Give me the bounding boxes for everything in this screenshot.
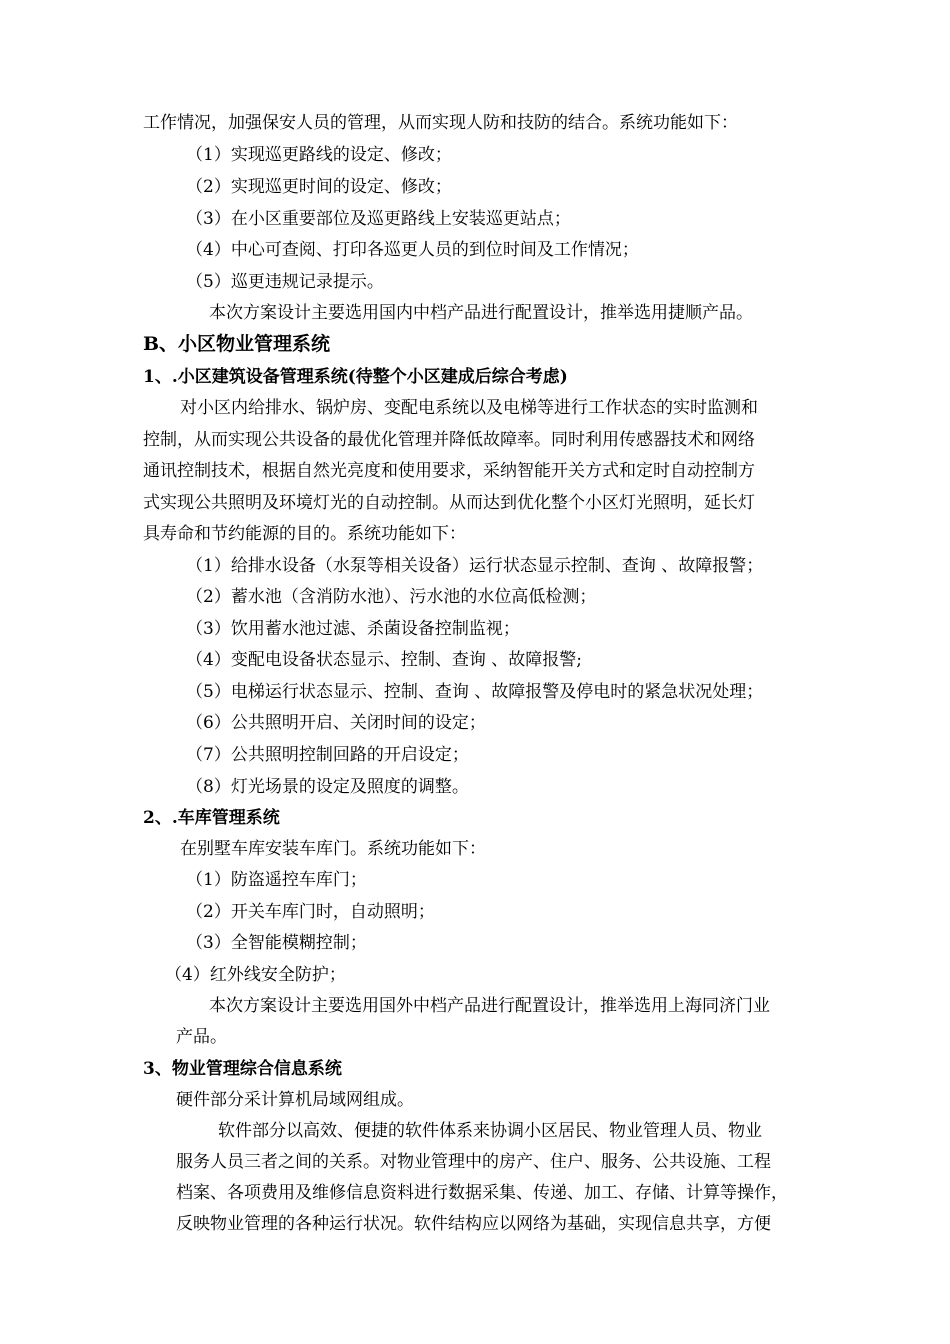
list-item: （2）实现巡更时间的设定、修改； — [186, 177, 452, 197]
list-item: （4）红外线安全防护； — [165, 965, 346, 985]
list-item: （6）公共照明开启、关闭时间的设定； — [186, 713, 486, 733]
list-item: （5）巡更违规记录提示。 — [186, 272, 384, 292]
paragraph-line: 反映物业管理的各种运行状况。软件结构应以网络为基础，实现信息共享，方便 — [176, 1214, 771, 1234]
paragraph-note: 本次方案设计主要选用国内中档产品进行配置设计，推举选用捷顺产品。 — [209, 303, 753, 323]
list-item: （1）防盗遥控车库门； — [186, 870, 367, 890]
paragraph-line: 对小区内给排水、锅炉房、变配电系统以及电梯等进行工作状态的实时监测和 — [180, 398, 758, 418]
list-item: （2）开关车库门时，自动照明； — [186, 902, 435, 922]
list-item: （7）公共照明控制回路的开启设定； — [186, 745, 469, 765]
list-item: （8）灯光场景的设定及照度的调整。 — [186, 777, 469, 797]
list-item: （2）蓄水池（含消防水池）、污水池的水位高低检测； — [186, 587, 597, 607]
section-heading: B、小区物业管理系统 — [143, 333, 331, 355]
subsection-heading: 2、.车库管理系统 — [143, 808, 280, 828]
paragraph-line: 控制，从而实现公共设备的最优化管理并降低故障率。同时利用传感器技术和网络 — [143, 430, 755, 450]
paragraph-line: 档案、各项费用及维修信息资料进行数据采集、传递、加工、存储、计算等操作， — [176, 1183, 788, 1203]
paragraph-note: 产品。 — [176, 1027, 227, 1047]
list-item: （3）在小区重要部位及巡更路线上安装巡更站点； — [186, 209, 571, 229]
list-item: （4）变配电设备状态显示、控制、查询 、故障报警; — [186, 650, 582, 670]
subsection-heading: 1、.小区建筑设备管理系统(待整个小区建成后综合考虑) — [143, 367, 568, 387]
paragraph-line: 具寿命和节约能源的目的。系统功能如下： — [143, 524, 466, 544]
paragraph-line: 通讯控制技术，根据自然光亮度和使用要求，采纳智能开关方式和定时自动控制方 — [143, 461, 755, 481]
paragraph-line: 软件部分以高效、便捷的软件体系来协调小区居民、物业管理人员、物业 — [218, 1121, 762, 1141]
list-item: （3）全智能模糊控制； — [186, 933, 367, 953]
list-item: （3）饮用蓄水池过滤、杀菌设备控制监视； — [186, 619, 520, 639]
list-item: （5）电梯运行状态显示、控制、查询 、故障报警及停电时的紧急状况处理； — [186, 682, 764, 702]
paragraph-line: 在别墅车库安装车库门。系统功能如下： — [180, 839, 486, 859]
list-item: （1）实现巡更路线的设定、修改； — [186, 145, 452, 165]
subsection-heading: 3、物业管理综合信息系统 — [143, 1059, 342, 1079]
list-item: （1）给排水设备（水泵等相关设备）运行状态显示控制、查询 、故障报警； — [186, 556, 764, 576]
paragraph-note: 本次方案设计主要选用国外中档产品进行配置设计，推举选用上海同济门业 — [209, 996, 770, 1016]
paragraph-line: 工作情况，加强保安人员的管理，从而实现人防和技防的结合。系统功能如下： — [143, 113, 738, 133]
paragraph-line: 式实现公共照明及环境灯光的自动控制。从而达到优化整个小区灯光照明，延长灯 — [143, 493, 755, 513]
paragraph-line: 硬件部分采计算机局域网组成。 — [176, 1090, 414, 1110]
list-item: （4）中心可查阅、打印各巡更人员的到位时间及工作情况； — [186, 240, 639, 260]
paragraph-line: 服务人员三者之间的关系。对物业管理中的房产、住户、服务、公共设施、工程 — [176, 1152, 771, 1172]
